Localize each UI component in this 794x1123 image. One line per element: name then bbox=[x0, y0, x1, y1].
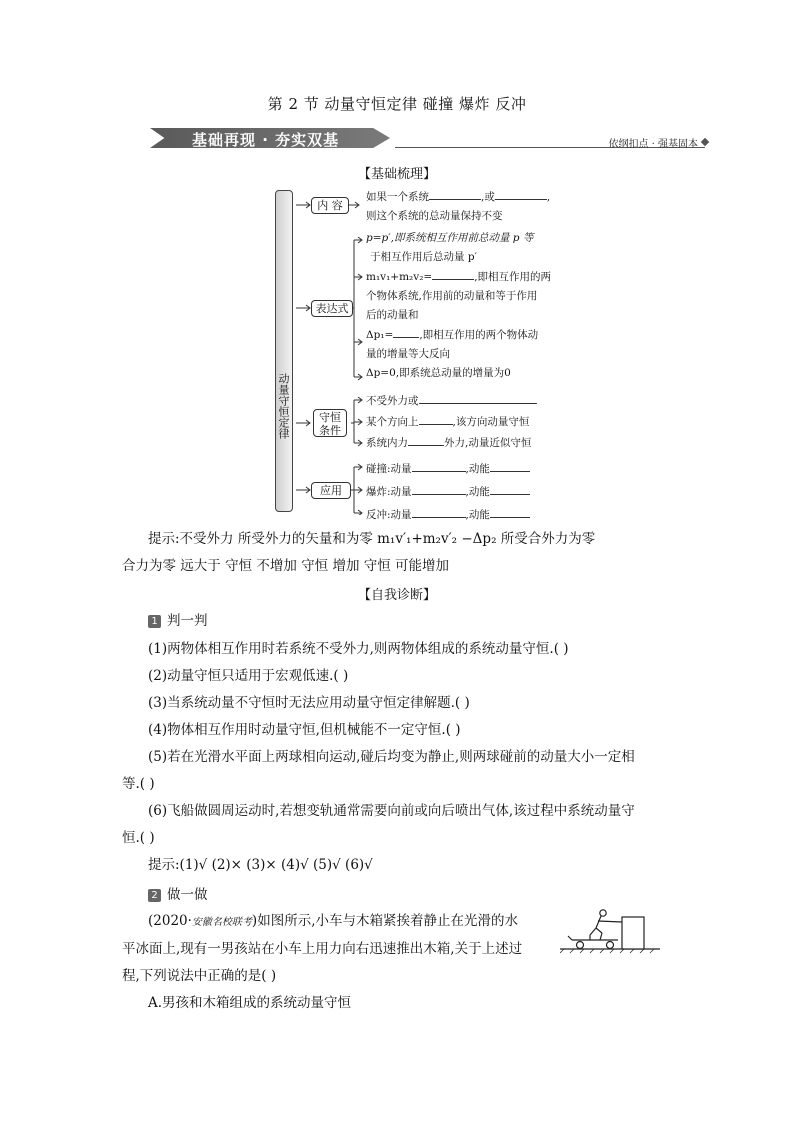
expr-1b: 于相互作用后总动量 p′ bbox=[370, 251, 477, 263]
judge-item-5: (5)若在光滑水平面上两球相向运动,碰后均变为静止,则两球碰前的动量大小一定相 bbox=[148, 749, 635, 765]
blank bbox=[419, 412, 453, 425]
expr-1a: p=p′,即系统相互作用前总动量 p 等 bbox=[366, 232, 534, 244]
conditions-text bbox=[366, 391, 537, 454]
expr-4: Δp=0,即系统总动量的增量为0 bbox=[366, 367, 511, 379]
expr-2b: 个物体系统,作用前的动量和等于作用 bbox=[366, 290, 538, 302]
blank bbox=[412, 482, 466, 495]
blank bbox=[432, 267, 474, 280]
blank bbox=[429, 187, 481, 200]
banner-title: 基础再现 · 夯实双基 bbox=[192, 131, 340, 149]
content-end: , bbox=[546, 191, 551, 203]
doit-title: 做一做 bbox=[167, 887, 208, 903]
judge-items bbox=[122, 636, 635, 879]
diamond-icon bbox=[701, 138, 709, 146]
cond-2a: 某个方向上 bbox=[366, 416, 419, 428]
q-line2: 平冰面上,现有一男孩站在小车上用力向右迅速推出木箱,关于上述过 bbox=[122, 941, 523, 957]
cart-box-figure bbox=[560, 905, 665, 955]
judge-item-1: (1)两物体相互作用时若系统不受外力,则两物体组成的系统动量守恒.( ) bbox=[148, 641, 569, 657]
content-line2: 则这个系统的总动量保持不变 bbox=[366, 210, 503, 222]
section-banner bbox=[150, 125, 708, 151]
badge-1: 1 bbox=[148, 615, 161, 628]
doit-question bbox=[122, 908, 562, 1017]
judge-item-4: (4)物体相互作用时动量守恒,但机械能不一定守恒.( ) bbox=[148, 722, 461, 738]
blank bbox=[495, 187, 547, 200]
cond-1: 不受外力或 bbox=[366, 395, 419, 407]
cond-3a: 系统内力 bbox=[366, 437, 408, 449]
content-line1: 如果一个系统 bbox=[366, 191, 429, 203]
q-line1: )如图所示,小车与木箱紧挨着静止在光滑的水 bbox=[251, 913, 518, 929]
expr-3b: 量的增量等大反向 bbox=[366, 348, 450, 360]
expr-3a2: ,即相互作用的两个物体动 bbox=[419, 329, 539, 341]
node-content: 内 容 bbox=[311, 197, 349, 214]
judge-item-6: (6)飞船做圆周运动时,若想变轨通常需要向前或向后喷出气体,该过程中系统动量守 bbox=[148, 803, 635, 819]
cond-3b: 外力,动量近似守恒 bbox=[444, 437, 532, 449]
node-expression: 表达式 bbox=[311, 300, 353, 317]
judge-item-6b: 恒.( ) bbox=[122, 830, 155, 846]
badge-2: 2 bbox=[148, 889, 161, 902]
expr-2c: 后的动量和 bbox=[366, 309, 419, 321]
app-1b: ,动能 bbox=[465, 463, 490, 475]
banner-subtitle: 依纲扣点 · 强基固本 bbox=[608, 139, 698, 150]
app-3a: 反冲:动量 bbox=[366, 509, 412, 521]
blank bbox=[412, 459, 466, 472]
hint-answers-2: 合力为零 远大于 守恒 不增加 守恒 增加 守恒 可能增加 bbox=[122, 558, 450, 574]
diagram-root: 动量守恒定律 bbox=[275, 190, 293, 512]
node-conditions: 守恒条件 bbox=[313, 409, 347, 437]
application-text bbox=[366, 458, 530, 527]
judge-item-3: (3)当系统动量不守恒时无法应用动量守恒定律解题.( ) bbox=[148, 695, 470, 711]
section-heading-selftest: 【自我诊断】 bbox=[357, 588, 436, 603]
blank bbox=[393, 325, 419, 338]
blank bbox=[408, 433, 444, 446]
blank bbox=[490, 505, 530, 518]
cond-2b: ,该方向动量守恒 bbox=[452, 416, 530, 428]
q-source: 安徽名校联考 bbox=[191, 917, 252, 928]
blank bbox=[490, 459, 530, 472]
judge-item-5b: 等.( ) bbox=[122, 776, 155, 792]
doit-heading bbox=[148, 883, 208, 903]
expr-2a: m₁v₁+m₂v₂= bbox=[366, 271, 433, 283]
q-line3: 程,下列说法中正确的是( ) bbox=[122, 968, 277, 984]
q-year: (2020· bbox=[148, 913, 192, 929]
judge-hint: 提示:(1)√ (2)× (3)× (4)√ (5)√ (6)√ bbox=[148, 857, 373, 873]
judge-title: 判一判 bbox=[167, 613, 208, 629]
app-2a: 爆炸:动量 bbox=[366, 486, 412, 498]
expression-text bbox=[366, 229, 551, 383]
node-application: 应用 bbox=[311, 482, 351, 499]
judge-heading bbox=[148, 609, 208, 629]
page-title: 第 2 节 动量守恒定律 碰撞 爆炸 反冲 bbox=[267, 95, 527, 113]
expr-2a2: ,即相互作用的两 bbox=[474, 271, 552, 283]
blank bbox=[419, 391, 537, 404]
hint-answers-1: 提示:不受外力 所受外力的矢量和为零 m₁v′₁+m₂v′₂ −Δp₂ 所受合外力为零 bbox=[148, 531, 596, 547]
content-or: ,或 bbox=[481, 191, 495, 203]
blank bbox=[412, 505, 466, 518]
content-text bbox=[366, 187, 550, 226]
blank bbox=[490, 482, 530, 495]
expr-3a: Δp₁= bbox=[366, 329, 394, 341]
section-heading-basics: 【基础梳理】 bbox=[357, 167, 436, 182]
app-2b: ,动能 bbox=[465, 486, 490, 498]
option-a: A.男孩和木箱组成的系统动量守恒 bbox=[148, 995, 352, 1011]
app-1a: 碰撞:动量 bbox=[366, 463, 412, 475]
app-3b: ,动能 bbox=[465, 509, 490, 521]
diagram-connectors bbox=[293, 185, 363, 515]
judge-item-2: (2)动量守恒只适用于宏观低速.( ) bbox=[148, 668, 349, 684]
